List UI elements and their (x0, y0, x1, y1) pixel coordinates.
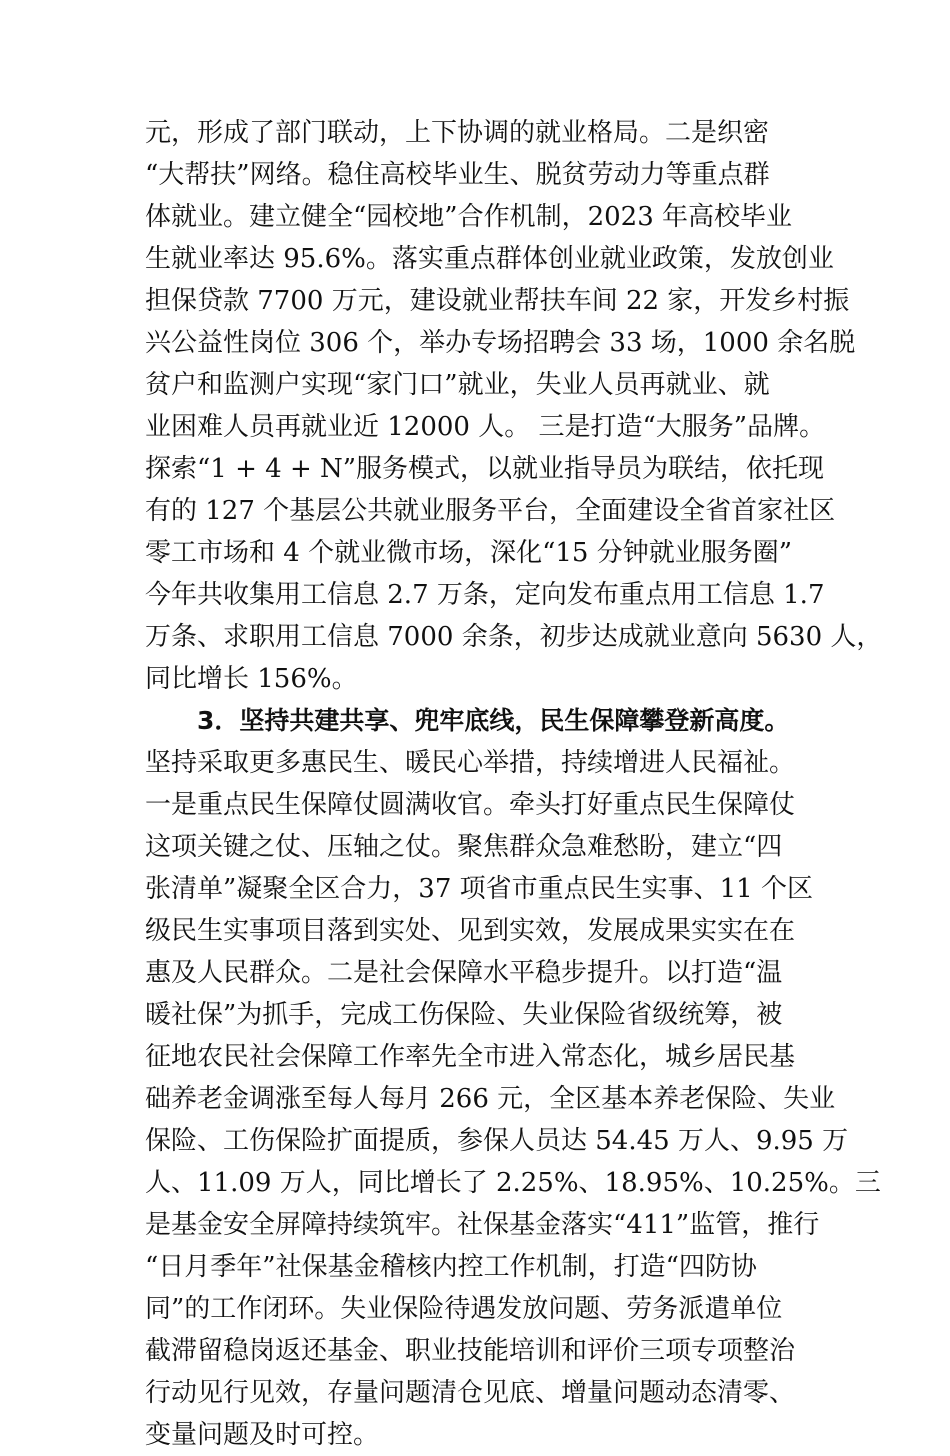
text-line: 础养老金调涨至每人每月 266 元，全区基本养老保险、失业 (145, 1084, 836, 1114)
text-line: 万条、求职用工信息 7000 余条，初步达成就业意向 5630 人， (145, 622, 883, 652)
text-line: 张清单”凝聚全区合力，37 项省市重点民生实事、11 个区 (145, 874, 813, 904)
text-line: 保险、工伤保险扩面提质，参保人员达 54.45 万人、9.95 万 (145, 1126, 849, 1156)
text-line: 担保贷款 7700 万元，建设就业帮扶车间 22 家，开发乡村振 (145, 286, 850, 316)
text-line: 一是重点民生保障仗圆满收官。牵头打好重点民生保障仗 (145, 790, 796, 820)
text-line: 人、11.09 万人，同比增长了 2.25%、18.95%、10.25%。三 (145, 1168, 881, 1198)
text-line: 体就业。建立健全“园校地”合作机制，2023 年高校毕业 (145, 202, 793, 232)
document-body (145, 112, 883, 1456)
text-line: 是基金安全屏障持续筑牢。社保基金落实“411”监管，推行 (145, 1210, 820, 1240)
text-line: 零工市场和 4 个就业微市场，深化“15 分钟就业服务圈” (145, 538, 793, 568)
text-line: 有的 127 个基层公共就业服务平台，全面建设全省首家社区 (145, 496, 836, 526)
text-line: 截滞留稳岗返还基金、职业技能培训和评价三项专项整治 (145, 1336, 796, 1366)
section-heading: 3．坚持共建共享、兜牢底线，民生保障攀登新高度。 (197, 706, 790, 735)
text-line: 兴公益性岗位 306 个，举办专场招聘会 33 场，1000 余名脱 (145, 328, 856, 358)
text-line: 元，形成了部门联动，上下协调的就业格局。二是织密 (145, 118, 770, 148)
text-line: 惠及人民群众。二是社会保障水平稳步提升。以打造“温 (145, 958, 783, 988)
text-line: 征地农民社会保障工作率先全市进入常态化，城乡居民基 (145, 1042, 796, 1072)
text-line: 同”的工作闭环。失业保险待遇发放问题、劳务派遣单位 (145, 1294, 783, 1324)
text-line: 同比增长 156%。 (145, 664, 358, 694)
text-line: 业困难人员再就业近 12000 人。 三是打造“大服务”品牌。 (145, 412, 826, 442)
text-line: 坚持采取更多惠民生、暖民心举措，持续增进人民福祉。 (145, 748, 796, 778)
text-line: 行动见行见效，存量问题清仓见底、增量问题动态清零、 (145, 1378, 796, 1408)
text-line: 生就业率达 95.6%。落实重点群体创业就业政策，发放创业 (145, 244, 834, 274)
text-line: 变量问题及时可控。 (145, 1420, 380, 1450)
text-line: 贫户和监测户实现“家门口”就业，失业人员再就业、就 (145, 370, 770, 400)
text-line: 级民生实事项目落到实处、见到实效，发展成果实实在在 (145, 916, 796, 946)
text-line: “大帮扶”网络。稳住高校毕业生、脱贫劳动力等重点群 (145, 160, 770, 190)
text-line: 今年共收集用工信息 2.7 万条，定向发布重点用工信息 1.7 (145, 580, 825, 610)
text-line: “日月季年”社保基金稽核内控工作机制，打造“四防协 (145, 1252, 757, 1282)
text-line: 探索“1 + 4 + N”服务模式，以就业指导员为联结，依托现 (145, 454, 825, 484)
text-line: 这项关键之仗、压轴之仗。聚焦群众急难愁盼，建立“四 (145, 832, 783, 862)
text-line: 暖社保”为抓手，完成工伤保险、失业保险省级统筹，被 (145, 1000, 783, 1030)
